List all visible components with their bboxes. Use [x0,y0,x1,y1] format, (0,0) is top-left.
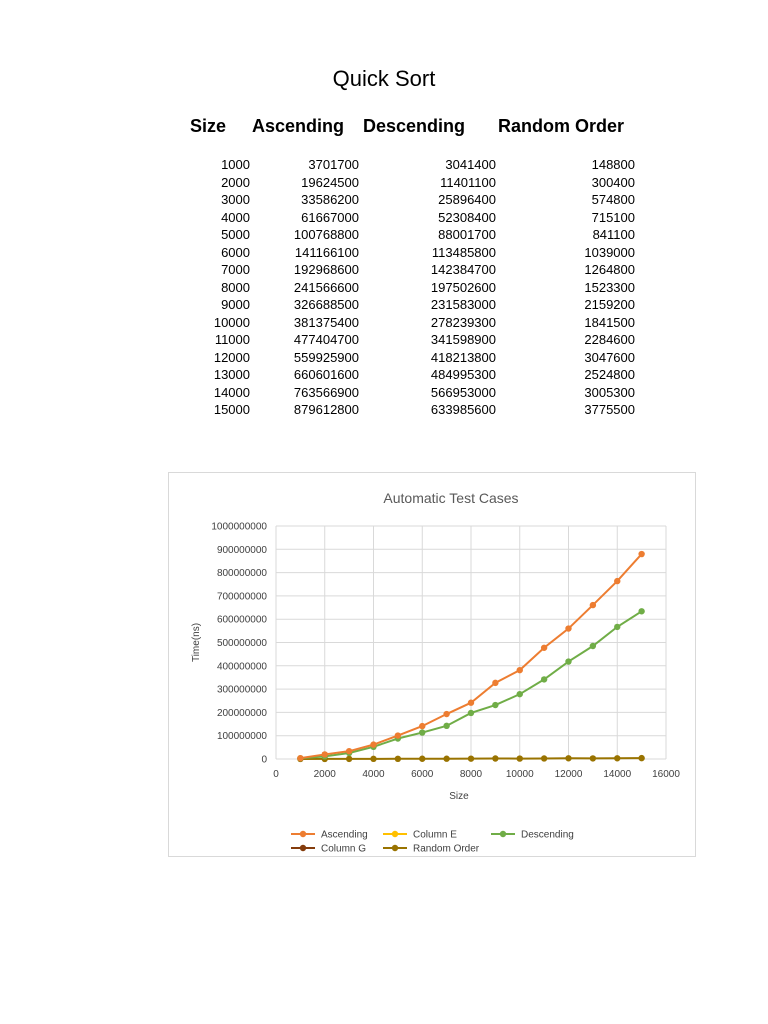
ascending-cell: 241566600 [293,279,359,295]
y-tick-label: 300000000 [216,684,267,696]
table-row [0,297,768,314]
y-tick-label: 500000000 [216,638,267,649]
size-cell: 12000 [213,349,250,365]
data-point [468,700,474,706]
data-point [590,602,596,608]
table-row [0,245,768,262]
random-order-cell: 715100 [591,209,635,225]
data-point [468,710,474,716]
table-row [0,315,768,332]
table-row [0,227,768,244]
descending-cell: 566953000 [430,384,496,400]
ascending-cell: 19624500 [301,174,359,190]
size-cell: 3000 [221,192,250,207]
data-point [565,755,571,761]
table-row [0,192,768,209]
ascending-cell: 763566900 [293,384,359,400]
x-tick-label: 2000 [313,769,336,780]
ascending-cell: 3701700 [308,157,359,172]
descending-cell: 231583000 [430,297,496,312]
size-cell: 14000 [213,384,250,400]
size-cell: 4000 [221,209,250,225]
random-order-cell: 3005300 [584,384,635,400]
y-axis-label: Time(ns) [191,622,202,663]
random-order-cell: 841100 [592,227,635,242]
size-cell: 5000 [221,227,250,242]
ascending-cell: 477404700 [293,332,359,347]
size-cell: 7000 [221,262,250,277]
data-point [443,723,449,729]
random-order-cell: 1841500 [584,314,635,330]
y-tick-label: 1000000000 [211,521,267,533]
descending-cell: 418213800 [430,349,496,365]
data-point [517,667,523,673]
legend-label: Ascending [321,829,368,841]
descending-cell: 278239300 [430,314,496,330]
chart-container [168,472,696,857]
legend-label: Column G [321,843,367,855]
random-order-cell: 2524800 [584,367,635,382]
size-cell: 10000 [213,314,250,330]
ascending-cell: 381375400 [293,314,359,330]
random-order-cell: 1264800 [584,262,635,277]
random-order-cell: 2284600 [584,332,635,347]
x-tick-label: 0 [273,769,279,780]
data-point [638,608,644,614]
ascending-cell: 192968600 [293,262,359,277]
data-point [590,643,596,649]
table-row [0,210,768,227]
legend-label: Column E [413,829,457,841]
y-tick-label: 0 [261,754,267,766]
ascending-cell: 100768800 [293,227,359,242]
data-point [541,676,547,682]
legend-label: Descending [521,829,574,841]
chart-svg [169,473,697,858]
data-point [638,755,644,761]
legend-swatch-marker [300,831,306,837]
random-order-cell: 300400 [591,174,635,190]
size-cell: 6000 [221,244,250,260]
data-point [638,551,644,557]
legend-swatch-marker [300,845,306,851]
page-title: Quick Sort [332,66,436,91]
table-row [0,157,768,174]
data-point [468,755,474,761]
descending-cell: 88001700 [438,227,496,242]
data-point [614,755,620,761]
data-point [322,751,328,757]
y-tick-label: 100000000 [216,731,267,743]
x-tick-label: 10000 [505,769,534,780]
descending-cell: 341598900 [430,332,496,347]
data-point [517,691,523,697]
x-tick-label: 8000 [459,769,483,780]
legend-swatch-marker [392,831,398,837]
data-point [419,729,425,735]
data-point [443,756,449,762]
data-point [541,755,547,761]
descending-cell: 52308400 [438,209,496,225]
data-point [419,756,425,762]
header-ascending: Ascending [252,116,345,136]
x-tick-label: 14000 [603,769,632,780]
data-point [614,624,620,630]
descending-cell: 3041400 [445,157,496,172]
ascending-cell: 879612800 [293,402,359,417]
descending-cell: 197502600 [430,279,496,295]
random-order-cell: 148800 [591,157,635,172]
y-tick-label: 400000000 [216,661,267,673]
data-point [541,645,547,651]
table-row [0,350,768,367]
descending-cell: 11401100 [440,174,496,190]
x-tick-label: 4000 [362,769,385,780]
size-cell: 15000 [213,402,250,417]
table-row [0,280,768,297]
y-tick-label: 800000000 [216,568,267,580]
y-tick-label: 600000000 [216,614,267,626]
data-point [370,756,376,762]
header-descending: Descending [363,116,466,136]
descending-cell: 484995300 [430,367,496,382]
x-tick-label: 16000 [652,769,680,780]
descending-cell: 113485800 [431,244,496,260]
data-point [297,755,303,761]
data-point [346,748,352,754]
table-row [0,175,768,192]
ascending-cell: 559925900 [293,349,359,365]
legend-swatch-marker [500,831,506,837]
size-cell: 9000 [221,297,250,312]
x-tick-label: 12000 [554,769,583,780]
size-cell: 13000 [213,367,250,382]
descending-cell: 633985600 [430,402,496,417]
descending-cell: 142384700 [430,262,496,277]
header-random-order: Random Order [498,116,625,136]
data-point [517,755,523,761]
random-order-cell: 1523300 [584,279,635,295]
data-point [565,625,571,631]
header-size: Size [190,116,227,136]
y-tick-label: 900000000 [216,544,267,556]
data-point [590,755,596,761]
data-point [346,756,352,762]
data-point [492,755,498,761]
data-point [443,711,449,717]
ascending-cell: 660601600 [293,367,359,382]
legend-label: Random Order [413,843,480,855]
data-point [565,658,571,664]
table-row [0,367,768,384]
random-order-cell: 2159200 [584,297,635,312]
ascending-cell: 141166100 [294,244,359,260]
table-row [0,332,768,349]
ascending-cell: 33586200 [301,192,359,207]
table-row [0,402,768,419]
random-order-cell: 1039000 [584,244,635,260]
descending-cell: 25896400 [438,192,496,207]
y-tick-label: 200000000 [216,707,267,719]
legend-swatch-marker [392,845,398,851]
ascending-cell: 326688500 [293,297,359,312]
size-cell: 1000 [221,157,250,172]
data-point [492,702,498,708]
data-point [492,680,498,686]
data-point [395,732,401,738]
ascending-cell: 61667000 [301,209,359,225]
random-order-cell: 3775500 [584,402,635,417]
data-point [370,741,376,747]
size-cell: 11000 [214,332,250,347]
table-row [0,385,768,402]
chart-title: Automatic Test Cases [383,490,519,506]
x-tick-label: 6000 [411,769,434,780]
x-axis-label: Size [449,791,469,802]
random-order-cell: 3047600 [584,349,635,365]
data-point [419,723,425,729]
data-point [395,756,401,762]
data-point [614,578,620,584]
y-tick-label: 700000000 [216,591,267,603]
size-cell: 8000 [221,279,250,295]
table-row [0,262,768,279]
random-order-cell: 574800 [591,192,635,207]
size-cell: 2000 [221,174,250,190]
